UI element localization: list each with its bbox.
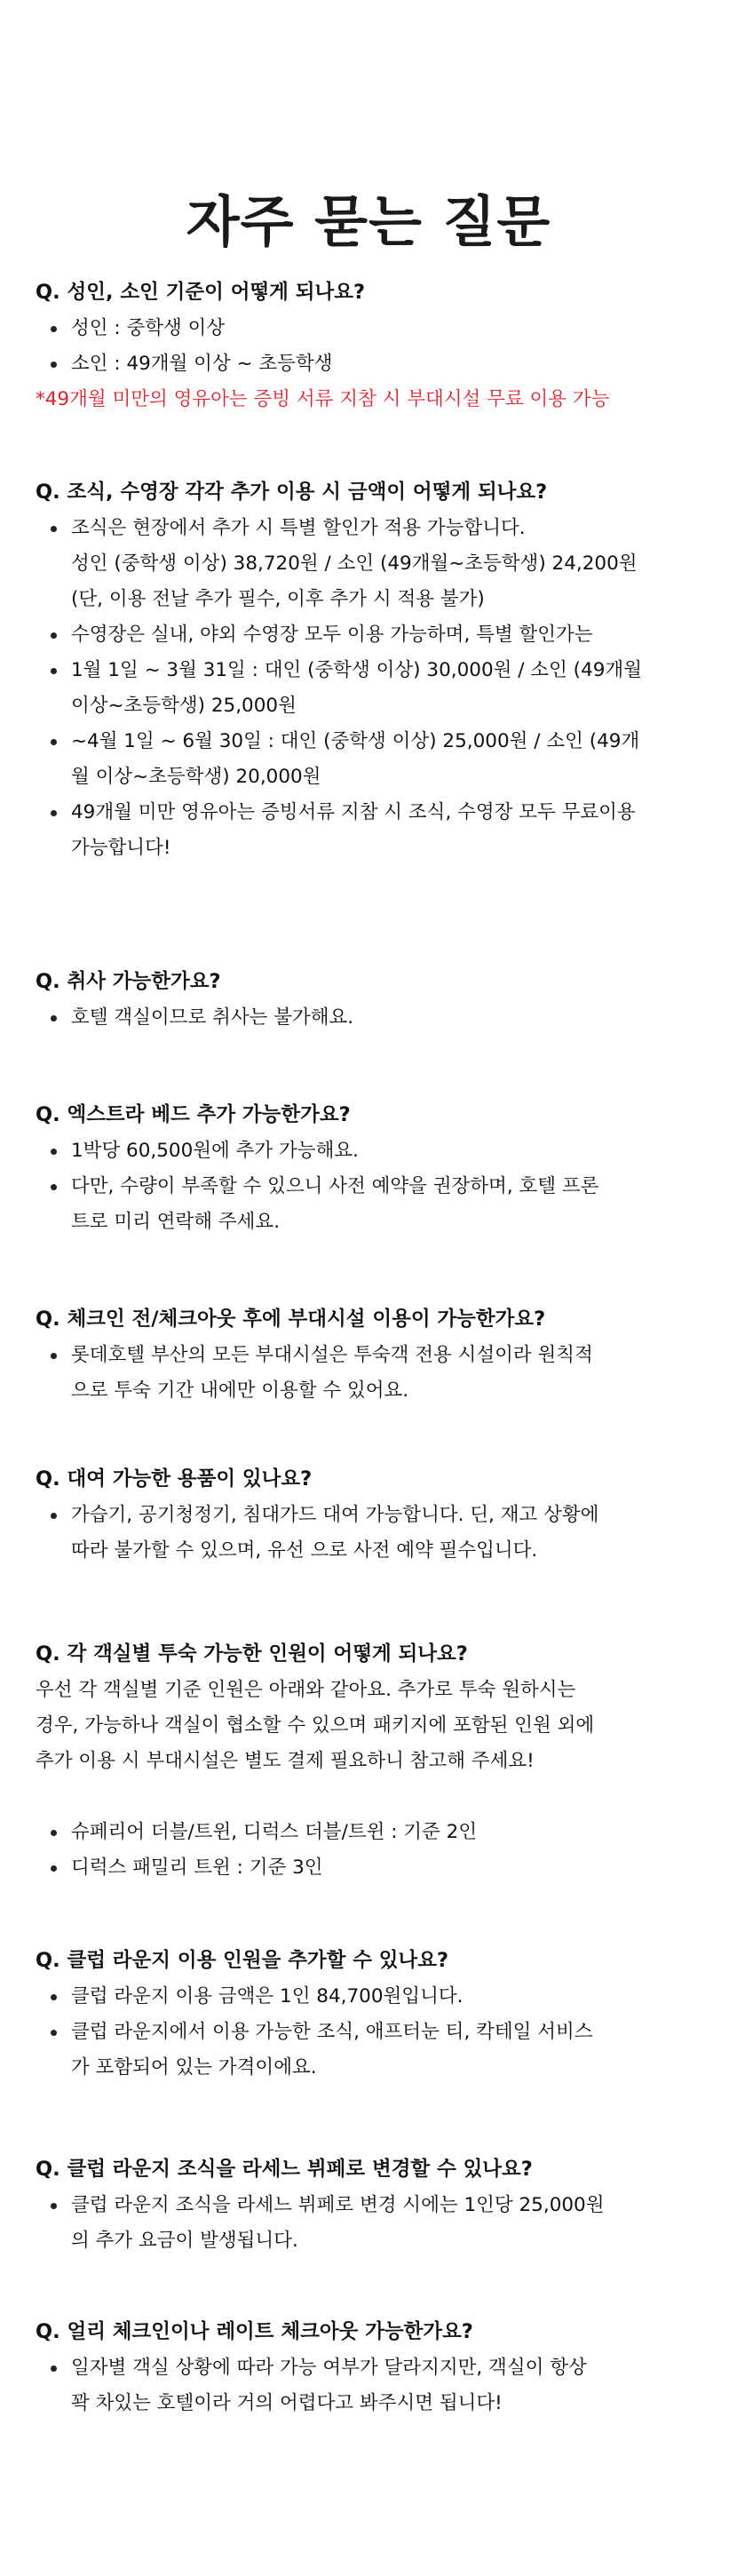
faq-cooking xyxy=(36,966,710,1036)
list-item: ~4월 1일 ~ 6월 30일 : 대인 (중학생 이상) 25,000원 / 소인 (49개 월 이상~초등학생) 20,000원 xyxy=(36,724,710,795)
faq-answer-list xyxy=(36,1000,710,1036)
list-item: 1월 1일 ~ 3월 31일 : 대인 (중학생 이상) 30,000원 / 소인 (49개월 이상~초등학생) 25,000원 xyxy=(36,653,710,724)
list-item: 다만, 수량이 부족할 수 있으니 사전 예약을 권장하며, 호텔 프론 트로 미리 연락해 주세요. xyxy=(36,1169,710,1240)
faq-question: Q. 각 객실별 투숙 가능한 인원이 어떻게 되나요? xyxy=(36,1642,468,1666)
list-item: 가습기, 공기청정기, 침대가드 대여 가능합니다. 딘, 재고 상황에 따라 불가할 수 있으며, 유선 으로 사전 예약 필수입니다. xyxy=(36,1498,710,1569)
faq-question: Q. 성인, 소인 기준이 어떻게 되나요? xyxy=(36,281,365,304)
faq-breakfast-pool-price xyxy=(36,477,710,866)
list-item: 1박당 60,500원에 추가 가능해요. xyxy=(36,1133,710,1169)
faq-facilities-before-after xyxy=(36,1304,710,1409)
faq-adult-child-criteria xyxy=(36,277,710,417)
faq-rental-items xyxy=(36,1464,710,1569)
faq-question: Q. 클럽 라운지 조식을 라세느 뷔페로 변경할 수 있나요? xyxy=(36,2158,533,2181)
list-item: 조식은 현장에서 추가 시 특별 할인가 적용 가능합니다. 성인 (중학생 이상) 38,720원 / 소인 (49개월~초등학생) 24,200원 (단, 이용 전날 추가 필수, 이후 추가 시 적용 불가) xyxy=(36,511,710,617)
faq-question: Q. 취사 가능한가요? xyxy=(36,970,221,993)
faq-answer-list xyxy=(36,511,710,866)
faq-question: Q. 체크인 전/체크아웃 후에 부대시설 이용이 가능한가요? xyxy=(36,1308,546,1331)
faq-extra-bed xyxy=(36,1100,710,1240)
list-item: 소인 : 49개월 이상 ~ 초등학생 xyxy=(36,346,710,382)
faq-question: Q. 대여 가능한 용품이 있나요? xyxy=(36,1467,313,1491)
faq-intro-paragraph: 우선 각 객실별 기준 인원은 아래와 같아요. 추가로 투숙 원하시는 경우, 가능하나 객실이 협소할 수 있으며 패키지에 포함된 인원 외에 추가 이용 시 부대시설은 별도 결제 필요하니 참고해 주세요! xyxy=(36,1679,595,1772)
list-item: 디럭스 패밀리 트윈 : 기준 3인 xyxy=(36,1850,710,1886)
list-item: 클럽 라운지에서 이용 가능한 조식, 애프터눈 티, 칵테일 서비스 가 포함되어 있는 가격이에요. xyxy=(36,2015,710,2086)
faq-answer-list xyxy=(36,1498,710,1569)
page-title: 자주 묻는 질문 xyxy=(186,188,551,254)
faq-answer-list xyxy=(36,1815,710,1886)
list-item: 클럽 라운지 조식을 라세느 뷔페로 변경 시에는 1인당 25,000원 의 추가 요금이 발생됩니다. xyxy=(36,2188,710,2259)
faq-answer-list xyxy=(36,1133,710,1240)
faq-early-late-checkout xyxy=(36,2317,710,2421)
list-item: 일자별 객실 상황에 따라 가능 여부가 달라지지만, 객실이 항상 꽉 차있는 호텔이라 거의 어렵다고 봐주시면 됩니다! xyxy=(36,2350,710,2421)
list-item: 수영장은 실내, 야외 수영장 모두 이용 가능하며, 특별 할인가는 xyxy=(36,617,710,653)
list-item: 호텔 객실이므로 취사는 불가해요. xyxy=(36,1000,710,1036)
list-item: 롯데호텔 부산의 모든 부대시설은 투숙객 전용 시설이라 원칙적 으로 투숙 기간 내에만 이용할 수 있어요. xyxy=(36,1338,710,1409)
infant-free-note: *49개월 미만의 영유아는 증빙 서류 지참 시 부대시설 무료 이용 가능 xyxy=(36,388,610,410)
faq-answer-list xyxy=(36,1338,710,1409)
list-item: 49개월 미만 영유아는 증빙서류 지참 시 조식, 수영장 모두 무료이용 가능합니다! xyxy=(36,795,710,866)
faq-club-lounge-extra xyxy=(36,1945,710,2086)
faq-answer-list xyxy=(36,311,710,382)
list-item: 성인 : 중학생 이상 xyxy=(36,311,710,346)
faq-question: Q. 조식, 수영장 각각 추가 이용 시 금액이 어떻게 되나요? xyxy=(36,481,548,504)
list-item: 클럽 라운지 이용 금액은 1인 84,700원입니다. xyxy=(36,1979,710,2015)
faq-room-capacity xyxy=(36,1639,710,1886)
faq-answer-list xyxy=(36,2188,710,2259)
list-item: 슈페리어 더블/트윈, 디럭스 더블/트윈 : 기준 2인 xyxy=(36,1815,710,1850)
faq-question: Q. 클럽 라운지 이용 인원을 추가할 수 있나요? xyxy=(36,1949,449,1972)
faq-question: Q. 얼리 체크인이나 레이트 체크아웃 가능한가요? xyxy=(36,2320,473,2343)
faq-club-lounge-buffet xyxy=(36,2154,710,2259)
faq-answer-list xyxy=(36,2350,710,2421)
faq-answer-list xyxy=(36,1979,710,2086)
faq-question: Q. 엑스트라 베드 추가 가능한가요? xyxy=(36,1103,351,1126)
